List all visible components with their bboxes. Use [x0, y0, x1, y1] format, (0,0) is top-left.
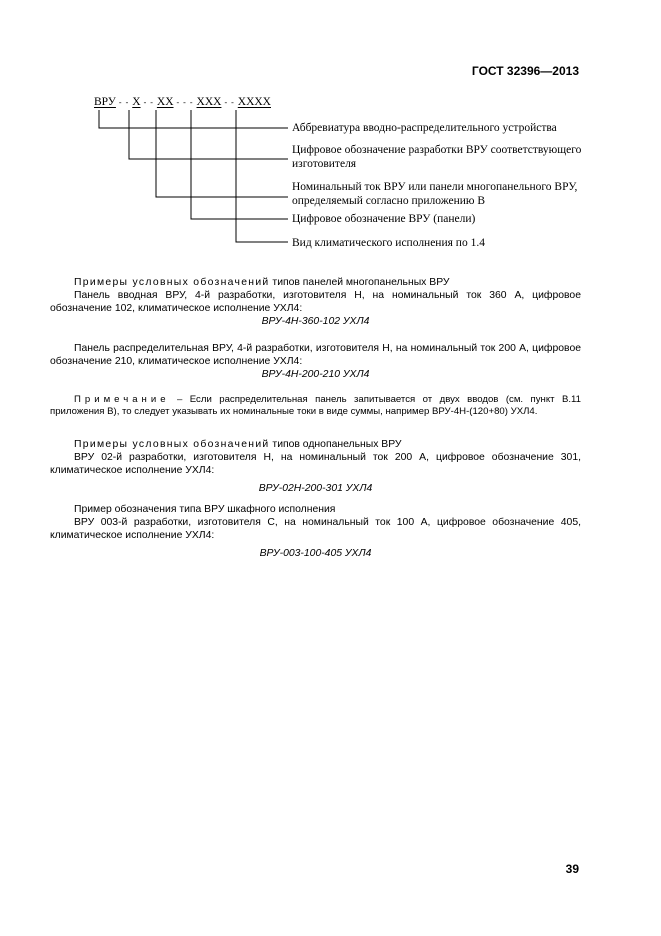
label-climate: Вид климатического исполнения по 1.4 — [292, 237, 485, 249]
example-paragraph: Панель вводная ВРУ, 4-й разработки, изготовителя Н, на номинальный ток 360 А, цифровое обозначение 102, климатическое исполнение УХЛ4: — [50, 290, 581, 314]
example-paragraph: ВРУ 02-й разработки, изготовителя Н, на номинальный ток 200 А, цифровое обозначение 301, климатическое исполнение УХЛ4: — [50, 452, 581, 476]
page-number: 39 — [565, 862, 579, 876]
section-cabinet-example — [50, 503, 581, 560]
section-heading: Примеры условных обозначений типов панелей многопанельных ВРУ — [74, 277, 450, 288]
example-paragraph: Панель распределительная ВРУ, 4-й разработки, изготовителя Н, на номинальный ток 200 А, цифровое обозначение 210, климатическое исполнение УХЛ4: — [50, 343, 581, 367]
label-development-line2: изготовителя — [292, 158, 357, 170]
designation-part-abbr: ВРУ — [94, 96, 116, 108]
note-text: – Если распределительная панель запитывается от двух вводов (см. пункт В.11 приложения В), то следует указывать их номинальные токи в виде суммы, например ВРУ-4Н-(120+80) УХЛ4. — [50, 394, 581, 417]
example-designation: ВРУ-4Н-360-102 УХЛ4 — [261, 316, 370, 327]
note-paragraph — [50, 394, 581, 418]
label-current-line2: определяемый согласно приложению В — [292, 195, 486, 207]
section-heading: Пример обозначения типа ВРУ шкафного исполнения — [74, 504, 336, 515]
example-paragraph: ВРУ 003-й разработки, изготовителя С, на номинальный ток 100 А, цифровое обозначение 405, климатическое исполнение УХЛ4: — [50, 517, 581, 541]
label-abbreviation: Аббревиатура вводно-распределительного устройства — [292, 122, 557, 134]
designation-part-number: ХХХ — [196, 96, 222, 108]
section-singlepanel-examples — [50, 438, 581, 495]
label-number: Цифровое обозначение ВРУ (панели) — [292, 213, 476, 225]
designation-part-climate: ХХХХ — [237, 96, 271, 108]
example-designation: ВРУ-02Н-200-301 УХЛ4 — [258, 483, 373, 494]
example-designation: ВРУ-4Н-200-210 УХЛ4 — [261, 369, 370, 380]
label-current-line1: Номинальный ток ВРУ или панели многопанельного ВРУ, — [292, 181, 578, 193]
designation-part-dev: Х — [132, 96, 141, 108]
section-multipanel-examples — [50, 276, 581, 381]
designation-structure: ВРУ ‐ ‐ Х ‐ ‐ ХХ ‐ ‐ ‐ ХХХ ‐ ‐ ХХХХ — [94, 96, 271, 108]
document-code-header: ГОСТ 32396—2013 — [471, 64, 579, 78]
note-label: Примечание — [74, 394, 170, 405]
section-heading: Примеры условных обозначений типов однопанельных ВРУ — [74, 439, 402, 450]
example-designation: ВРУ-003-100-405 УХЛ4 — [259, 548, 372, 559]
label-development-line1: Цифровое обозначение разработки ВРУ соответствующего — [292, 144, 582, 156]
designation-part-current: ХХ — [156, 96, 174, 108]
